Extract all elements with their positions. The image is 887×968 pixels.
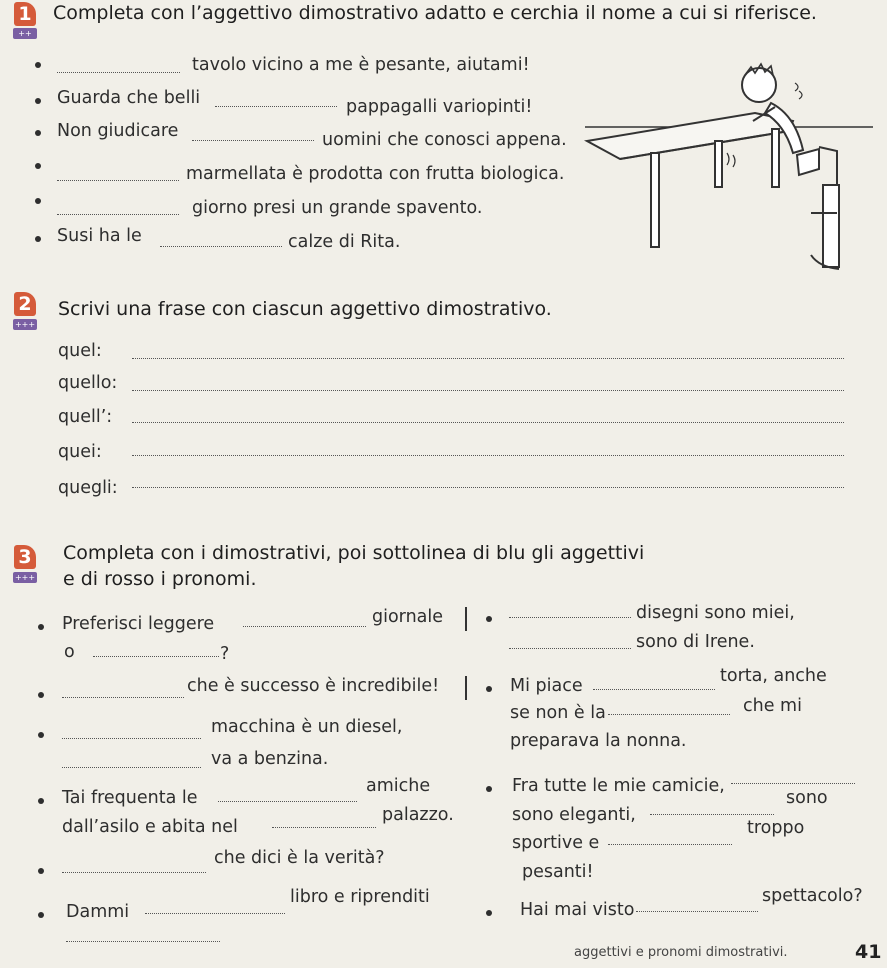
bullet-icon <box>38 624 44 630</box>
ex2-item-quegli: quegli: <box>58 478 118 498</box>
bullet-icon <box>486 686 492 692</box>
answer-blank[interactable] <box>608 714 730 715</box>
answer-blank[interactable] <box>731 783 855 784</box>
difficulty-badge: +++ <box>14 573 36 582</box>
ex3-right-7a: sono eleganti, <box>512 805 636 825</box>
bullet-icon <box>486 616 492 622</box>
bullet-icon <box>35 163 41 169</box>
ex3-left-6b: amiche <box>366 776 431 796</box>
ex2-item-quell: quell’: <box>58 407 113 427</box>
footer-caption: aggettivi e pronomi dimostrativi. <box>574 945 788 960</box>
answer-blank[interactable] <box>57 72 180 73</box>
ex1-item-1-text: tavolo vicino a me è pesante, aiutami! <box>192 55 530 75</box>
answer-blank[interactable] <box>608 844 732 845</box>
answer-blank[interactable] <box>509 648 631 649</box>
difficulty-badge: +++ <box>14 320 36 329</box>
ex3-left-8: che dici è la verità? <box>214 848 385 868</box>
answer-blank[interactable] <box>62 872 206 873</box>
ex3-right-10b: spettacolo? <box>762 886 863 906</box>
ex1-item-6-after: calze di Rita. <box>288 232 401 252</box>
answer-blank[interactable] <box>93 656 219 657</box>
answer-blank[interactable] <box>160 246 282 247</box>
exercise-3-title-line1: Completa con i dimostrativi, poi sottolinea di blu gli aggettivi <box>63 542 645 564</box>
answer-blank[interactable] <box>62 738 201 739</box>
ex3-right-8a: sportive e <box>512 833 600 853</box>
answer-blank[interactable] <box>192 140 314 141</box>
answer-blank[interactable] <box>57 214 179 215</box>
ex3-left-9b: libro e riprenditi <box>290 887 430 907</box>
ex3-left-6a: Tai frequenta le <box>62 788 198 808</box>
bullet-icon <box>486 910 492 916</box>
difficulty-badge: ++ <box>13 28 37 39</box>
ex3-left-2a: o <box>64 642 75 662</box>
bullet-icon <box>38 798 44 804</box>
ex3-right-8b: troppo <box>747 818 805 838</box>
answer-line[interactable] <box>132 358 844 359</box>
ex1-item-3-before: Non giudicare <box>57 121 179 141</box>
answer-blank[interactable] <box>57 180 179 181</box>
answer-blank[interactable] <box>243 626 366 627</box>
bullet-icon <box>38 732 44 738</box>
bullet-icon <box>38 868 44 874</box>
answer-line[interactable] <box>132 487 844 488</box>
answer-blank[interactable] <box>650 814 774 815</box>
ex3-right-3b: torta, anche <box>720 666 827 686</box>
column-divider <box>465 607 467 631</box>
ex3-right-5: preparava la nonna. <box>510 731 687 751</box>
bullet-icon <box>35 198 41 204</box>
ex3-right-2: sono di Irene. <box>636 632 755 652</box>
bullet-icon <box>35 236 41 242</box>
ex3-left-2b: ? <box>220 644 230 664</box>
ex3-left-3: che è successo è incredibile! <box>187 676 440 696</box>
ex2-item-quello: quello: <box>58 373 118 393</box>
ex1-item-6-before: Susi ha le <box>57 226 142 246</box>
ex3-left-7b: palazzo. <box>382 805 454 825</box>
answer-line[interactable] <box>132 455 844 456</box>
table-boy-illustration <box>575 55 875 275</box>
ex3-left-9a: Dammi <box>66 902 130 922</box>
ex3-left-1b: giornale <box>372 607 444 627</box>
answer-blank[interactable] <box>62 767 201 768</box>
ex3-right-9: pesanti! <box>522 862 594 882</box>
bullet-icon <box>38 912 44 918</box>
ex3-right-1: disegni sono miei, <box>636 603 795 623</box>
answer-blank[interactable] <box>218 801 357 802</box>
bullet-icon <box>35 62 41 68</box>
answer-blank[interactable] <box>66 941 220 942</box>
ex1-item-2-before: Guarda che belli <box>57 88 201 108</box>
ex3-right-4b: che mi <box>743 696 802 716</box>
bullet-icon <box>486 786 492 792</box>
answer-blank[interactable] <box>509 617 631 618</box>
exercise-1-title: Completa con l’aggettivo dimostrativo adatto e cerchia il nome a cui si riferisce. <box>53 2 817 24</box>
ex3-right-6: Fra tutte le mie camicie, <box>512 776 725 796</box>
ex2-item-quel: quel: <box>58 341 102 361</box>
column-divider <box>465 676 467 700</box>
answer-blank[interactable] <box>272 827 376 828</box>
answer-blank[interactable] <box>62 697 184 698</box>
page-number: 41 <box>855 941 882 963</box>
exercise-number-2: 2 <box>14 292 36 316</box>
bullet-icon <box>35 130 41 136</box>
ex3-right-7b: sono <box>786 788 828 808</box>
answer-line[interactable] <box>132 422 844 423</box>
answer-blank[interactable] <box>593 689 715 690</box>
bullet-icon <box>38 692 44 698</box>
answer-blank[interactable] <box>145 913 285 914</box>
ex3-left-7a: dall’asilo e abita nel <box>62 817 238 837</box>
ex2-item-quei: quei: <box>58 442 102 462</box>
ex3-left-1a: Preferisci leggere <box>62 614 215 634</box>
answer-blank[interactable] <box>215 106 337 107</box>
bullet-icon <box>35 98 41 104</box>
exercise-number-3: 3 <box>14 545 36 569</box>
ex3-right-3a: Mi piace <box>510 676 583 696</box>
ex1-item-5-text: giorno presi un grande spavento. <box>192 198 483 218</box>
ex1-item-3-after: uomini che conosci appena. <box>322 130 567 150</box>
answer-blank[interactable] <box>636 911 758 912</box>
ex3-left-4: macchina è un diesel, <box>211 717 403 737</box>
exercise-number-1: 1 <box>14 2 36 26</box>
answer-line[interactable] <box>132 390 844 391</box>
ex3-right-10a: Hai mai visto <box>520 900 635 920</box>
ex1-item-4-text: marmellata è prodotta con frutta biologica. <box>186 164 565 184</box>
exercise-3-title-line2: e di rosso i pronomi. <box>63 568 257 590</box>
exercise-2-title: Scrivi una frase con ciascun aggettivo dimostrativo. <box>58 298 552 320</box>
ex3-right-4a: se non è la <box>510 703 606 723</box>
ex1-item-2-after: pappagalli variopinti! <box>346 97 533 117</box>
ex3-left-5: va a benzina. <box>211 749 329 769</box>
